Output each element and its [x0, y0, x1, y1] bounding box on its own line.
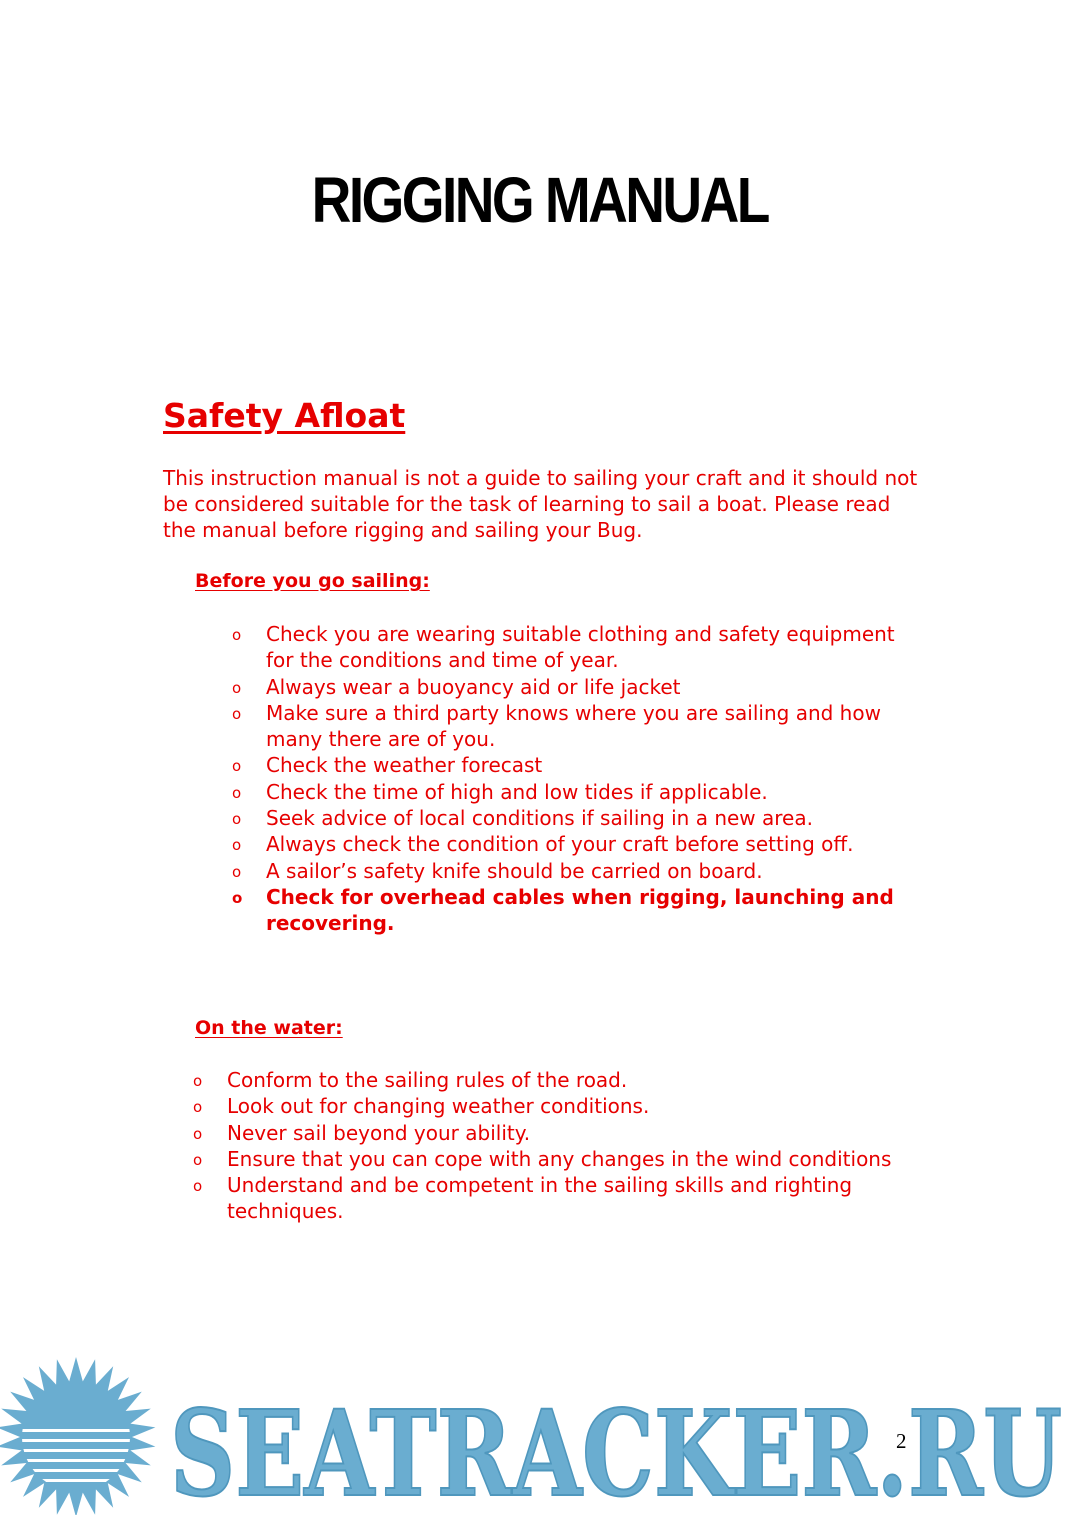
list-item [232, 752, 922, 778]
bullet-icon: o [232, 783, 242, 802]
list-item [232, 700, 922, 753]
list-item [232, 621, 922, 674]
list-item [232, 779, 922, 805]
list-item [193, 1120, 923, 1146]
list-item-warning [232, 884, 922, 937]
list-item-text: Make sure a third party knows where you are sailing and how many there are of you. [266, 700, 881, 752]
list-item-text: Understand and be competent in the sailing skills and righting techniques. [227, 1173, 853, 1224]
list-item [232, 858, 922, 884]
list-item [232, 674, 922, 700]
document-title: RIGGING MANUAL [311, 164, 768, 236]
watermark-logo [0, 1355, 1080, 1515]
list-item [193, 1172, 923, 1225]
sun-icon [0, 1357, 155, 1515]
on-the-water-heading: On the water: [195, 1017, 343, 1039]
list-item [193, 1093, 923, 1119]
bullet-icon: o [232, 836, 242, 855]
list-item-text: Look out for changing weather conditions. [227, 1094, 650, 1119]
sun-disc [22, 1383, 130, 1491]
bullet-icon: o [232, 626, 242, 644]
list-item [232, 831, 922, 857]
list-item [232, 805, 922, 831]
list-item [193, 1146, 923, 1172]
list-item-text: A sailor’s safety knife should be carried on board. [266, 858, 763, 883]
bullet-icon: o [232, 862, 242, 881]
bullet-icon: o [193, 1124, 203, 1143]
list-item-text: Conform to the sailing rules of the road. [227, 1068, 628, 1092]
bullet-icon: o [232, 888, 243, 907]
list-item-text: Never sail beyond your ability. [227, 1120, 531, 1145]
list-item-text: Check you are wearing suitable clothing and safety equipment for the conditions and time of year. [266, 622, 895, 673]
list-item [193, 1067, 923, 1093]
bullet-icon: o [193, 1150, 203, 1169]
bullet-icon: o [232, 757, 242, 776]
watermark-text: SEATRACKER.RU [170, 1384, 1062, 1515]
on-the-water-list [193, 1067, 923, 1225]
list-item-text: Check for overhead cables when rigging, launching and recovering. [266, 884, 894, 936]
intro-paragraph: This instruction manual is not a guide to sailing your craft and it should not be considered suitable for the task of learning to sail a boat. Please read the manual before rigging and sailing your Bug. [163, 466, 918, 542]
bullet-icon: o [232, 678, 242, 697]
section-heading: Safety Afloat [163, 396, 406, 435]
bullet-icon: o [193, 1072, 203, 1090]
before-sailing-heading: Before you go sailing: [195, 570, 430, 592]
list-item-text: Always check the condition of your craft before setting off. [266, 832, 854, 857]
bullet-icon: o [232, 704, 242, 723]
list-item-text: Seek advice of local conditions if sailing in a new area. [266, 806, 813, 831]
bullet-icon: o [232, 810, 242, 829]
list-item-text: Check the weather forecast [266, 753, 543, 778]
bullet-icon: o [193, 1177, 203, 1196]
before-sailing-list [232, 621, 922, 937]
bullet-icon: o [193, 1098, 203, 1117]
list-item-text: Check the time of high and low tides if applicable. [266, 779, 768, 804]
list-item-text: Ensure that you can cope with any changes in the wind conditions [227, 1146, 892, 1171]
list-item-text: Always wear a buoyancy aid or life jacket [266, 674, 681, 699]
page-number: 2 [896, 1429, 907, 1453]
